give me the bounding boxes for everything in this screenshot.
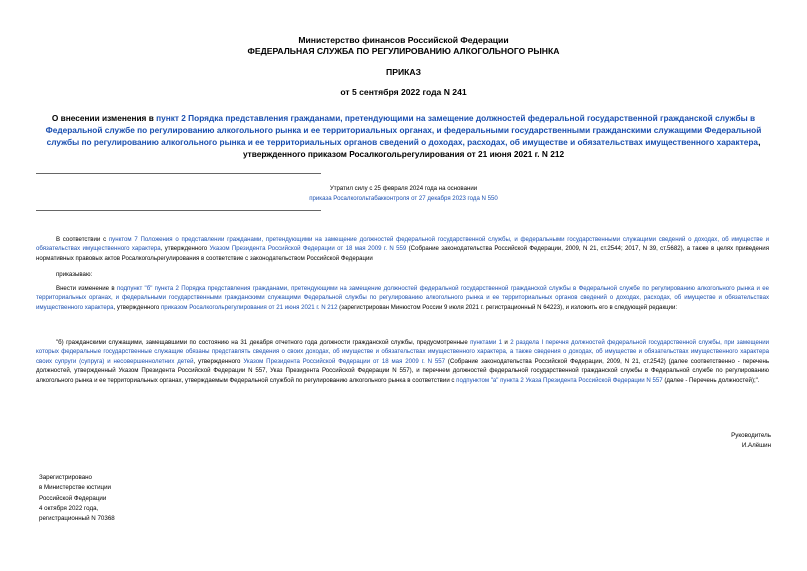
wording-text-4: (Собрание законодательства Российской Федерации, 2009, N 21, ст.2542) (далее соответственно - перечень должностей, утвержденный Указом Президента Российской Федерации N 557, Указ Президента Российской Федерации N 557), и перечнем должностей федеральной государственной гражданской службы в Федеральной службе по регулированию алкогольного рынка и ее территориальных органах, утверждаемым Федеральной службой по регулированию алкогольного рынка в соответствии с xyxy=(36,357,770,384)
preamble-text-3: (Собрание законодательства Российской Федерации, 2009, N 21, ст.2544; 2017, N 39, ст.5682), а также в целях приведения нормативных правовых актов Росалкогольрегулирования в соответствие с законодательством Российской Федерации xyxy=(36,245,770,262)
preamble-text-2: , утвержденного xyxy=(160,245,210,253)
registration-line-1: Зарегистрировано xyxy=(39,474,92,481)
link-points-1[interactable]: пунктами 1 xyxy=(470,339,503,346)
paragraph-amendment xyxy=(36,284,769,312)
ministry-name: Министерство финансов Российской Федерации xyxy=(298,35,509,45)
amendment-text-1: Внести изменение в xyxy=(56,285,117,292)
lost-force-text: Утратил силу с 25 февраля 2024 года на основании xyxy=(329,185,478,192)
lost-force-note xyxy=(36,184,771,203)
paragraph-new-wording xyxy=(36,338,769,385)
signatory-position: Руководитель xyxy=(731,432,771,439)
order-word: приказываю: xyxy=(56,271,93,278)
title-text-2: , утвержденного приказом Росалкогольрегулирования от 21 июня 2021 г. N 212 xyxy=(242,137,761,159)
paragraph-preamble xyxy=(36,235,769,263)
link-section-i-list[interactable]: 2 раздела I перечня должностей федеральной государственной службы, при замещении которых федеральные государственные служащие обязаны представлять сведения о своих доходах, об имуществе и обязательствах имущественного характера, а также сведения о доходах, об имуществе и обязательствах имущественного характера своих супруги (супруга) и несовершеннолетних детей xyxy=(36,339,770,365)
link-decree-557[interactable]: Указом Президента Российской Федерации от 18 мая 2009 г. N 557 xyxy=(243,357,446,365)
document-date: от 5 сентября 2022 года N 241 xyxy=(340,87,467,97)
registration-block xyxy=(39,473,239,524)
signatory-name: И.Алёшин xyxy=(741,442,771,449)
wording-text-1: "б) гражданскими служащими, замещавшими по состоянию на 31 декабря отчетного года должности гражданской службы, предусмотренные xyxy=(56,339,471,346)
registration-line-3: Российской Федерации xyxy=(39,494,107,502)
document-title xyxy=(36,112,771,160)
link-subpoint-b[interactable]: подпункт "б" пункта 2 Порядка представления гражданами, претендующими на замещение должностей федеральной государственной гражданской службы в Федеральной службе по регулированию алкогольного рынка и ее территориальных органах, и федеральными государственными гражданскими служащими Федеральной службы по регулированию алкогольного рынка и ее территориальных органов сведений о доходах, расходах, об имуществе и обязательствах имущественного характера xyxy=(36,285,769,311)
registration-line-2: в Министерстве юстиции xyxy=(39,484,112,492)
divider-top xyxy=(36,173,321,174)
link-regulation-point-7[interactable]: пунктом 7 Положения о представлении гражданами, претендующими на замещение должностей федеральной государственной службы, и федеральными государственными служащими сведений о доходах, об имуществе и обязательствах имущественного характера xyxy=(36,236,769,253)
wording-text-2: и xyxy=(502,339,511,346)
signature-block xyxy=(571,431,771,451)
divider-bottom xyxy=(36,210,321,211)
link-order-212[interactable]: приказом Росалкогольрегулирования от 21 июня 2021 г. N 212 xyxy=(160,303,338,311)
lost-force-link[interactable]: приказа Росалкогольтабакконтроля от 27 декабря 2023 года N 550 xyxy=(309,194,498,202)
title-text-1: О внесении изменения в xyxy=(51,113,157,123)
link-decree-559[interactable]: Указом Президента Российской Федерации от 18 мая 2009 г. N 559 xyxy=(209,245,407,253)
document-type: ПРИКАЗ xyxy=(386,67,421,77)
amendment-text-2: , утвержденного xyxy=(113,303,161,311)
service-name: ФЕДЕРАЛЬНАЯ СЛУЖБА ПО РЕГУЛИРОВАНИЮ АЛКОГОЛЬНОГО РЫНКА xyxy=(247,46,560,56)
preamble-text-1: В соответствии с xyxy=(56,236,109,243)
link-decree-557-subpoint-a[interactable]: подпунктом "а" пункта 2 Указа Президента Российской Федерации N 557 xyxy=(456,376,663,384)
registration-line-5: регистрационный N 70368 xyxy=(39,515,115,523)
wording-text-5: (далее - Перечень должностей);". xyxy=(662,376,760,384)
amendment-text-3: (зарегистрирован Минюстом России 9 июля 2021 г. регистрационный N 64223), и изложить его в следующей редакции: xyxy=(337,303,678,311)
title-link-order-section[interactable]: пункт 2 Порядка представления гражданами, претендующими на замещение должностей федеральной государственной гражданской службы в Федеральной службе по регулированию алкогольного рынка и ее территориальных органах, и федеральными государственными гражданскими служащими Федеральной службы по регулированию алкогольного рынка и ее территориальных органов сведений о доходах, расходах, об имуществе и обязательствах имущественного характера xyxy=(45,113,762,147)
registration-line-4: 4 октября 2022 года, xyxy=(39,504,99,512)
wording-text-3: , утвержденного xyxy=(193,357,244,365)
